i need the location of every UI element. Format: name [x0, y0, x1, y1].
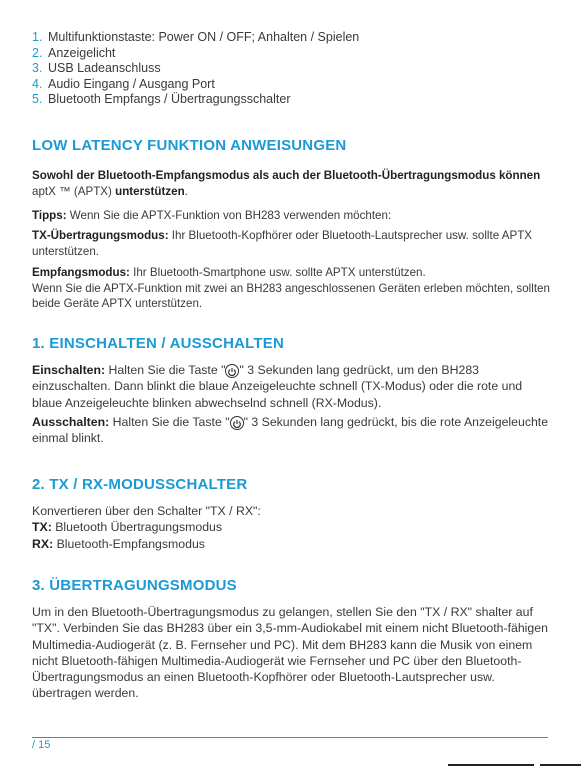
power-on-paragraph: Einschalten: Halten Sie die Taste " " 3 Sekunden lang gedrückt, um den BH283 einzuschalten. Dann blinkt die blaue Anzeigeleuchte schnell (TX-Modus) oder die rote und blaue Anzeigeleuchte blinken abwechselnd schnell (RX-Modus). [32, 363, 523, 410]
power-off-paragraph: Ausschalten: Halten Sie die Taste " " 3 Sekunden lang gedrückt, bis die rote Anzeigeleuchte einmal blinkt. [32, 415, 549, 446]
cropped-edge-mark [448, 764, 534, 766]
footer-divider [32, 737, 548, 738]
page-number: / 15 [32, 739, 51, 751]
section-title-low-latency: LOW LATENCY FUNKTION ANWEISUNGEN [32, 137, 347, 154]
rx-mode-paragraph: Empfangsmodus: Ihr Bluetooth-Smartphone usw. sollte APTX unterstützen. Wenn Sie die APTX-Funktion mit zwei an BH283 angeschlossenen Geräten erleben möchten, sollten beide Geräte APTX unterstützen. [32, 266, 550, 310]
section-title-power: 1. EINSCHALTEN / AUSSCHALTEN [32, 335, 285, 352]
list-item: 1. Multifunktionstaste: Power ON / OFF; Anhalten / Spielen [32, 30, 360, 44]
parts-list [32, 30, 359, 108]
section-title-mode-switch: 2. TX / RX-MODUSSCHALTER [32, 476, 248, 493]
aptx-intro: Sowohl der Bluetooth-Empfangsmodus als auch der Bluetooth-Übertragungsmodus können aptX ™ (APTX) unterstützen. [32, 169, 541, 198]
list-item: 5. Bluetooth Empfangs / Übertragungsschalter [32, 92, 291, 107]
tx-mode-paragraph: TX-Übertragungsmodus: Ihr Bluetooth-Kopfhörer oder Bluetooth-Lautsprecher usw. sollte APTX unterstützen. [32, 229, 533, 258]
tips-paragraph: Tipps: Wenn Sie die APTX-Funktion von BH283 verwenden möchten: [32, 209, 392, 222]
power-icon [225, 364, 239, 378]
list-item: 4. Audio Eingang / Ausgang Port [32, 76, 215, 91]
cropped-edge-mark [540, 764, 581, 766]
section-title-transmission: 3. ÜBERTRAGUNGSMODUS [32, 577, 237, 594]
mode-switch-text: Konvertieren über den Schalter "TX / RX": TX: Bluetooth Übertragungsmodus RX: Bluetooth-Empfangsmodus [32, 504, 261, 551]
list-item: 2. Anzeigelicht [32, 45, 116, 60]
transmission-paragraph: Um in den Bluetooth-Übertragungsmodus zu gelangen, stellen Sie den "TX / RX" shalter auf "TX". Verbinden Sie das BH283 über ein 3,5-mm-Audiokabel mit einem nicht Bluetooth-fähigen Multimedia-Audiogerät (z. B. Fernseher und PC). Mit dem BH283 kann die Musik von einem nicht Bluetooth-fähigen Multimedia-Audiogerät wie Fernseher und PC über den Bluetooth-Übertragungsmodus an einen Bluetooth-Kopfhörer oder Bluetooth-Lautsprecher usw. übertragen werden. [32, 605, 548, 701]
power-icon [230, 416, 244, 430]
list-item: 3. USB Ladeanschluss [32, 61, 161, 76]
